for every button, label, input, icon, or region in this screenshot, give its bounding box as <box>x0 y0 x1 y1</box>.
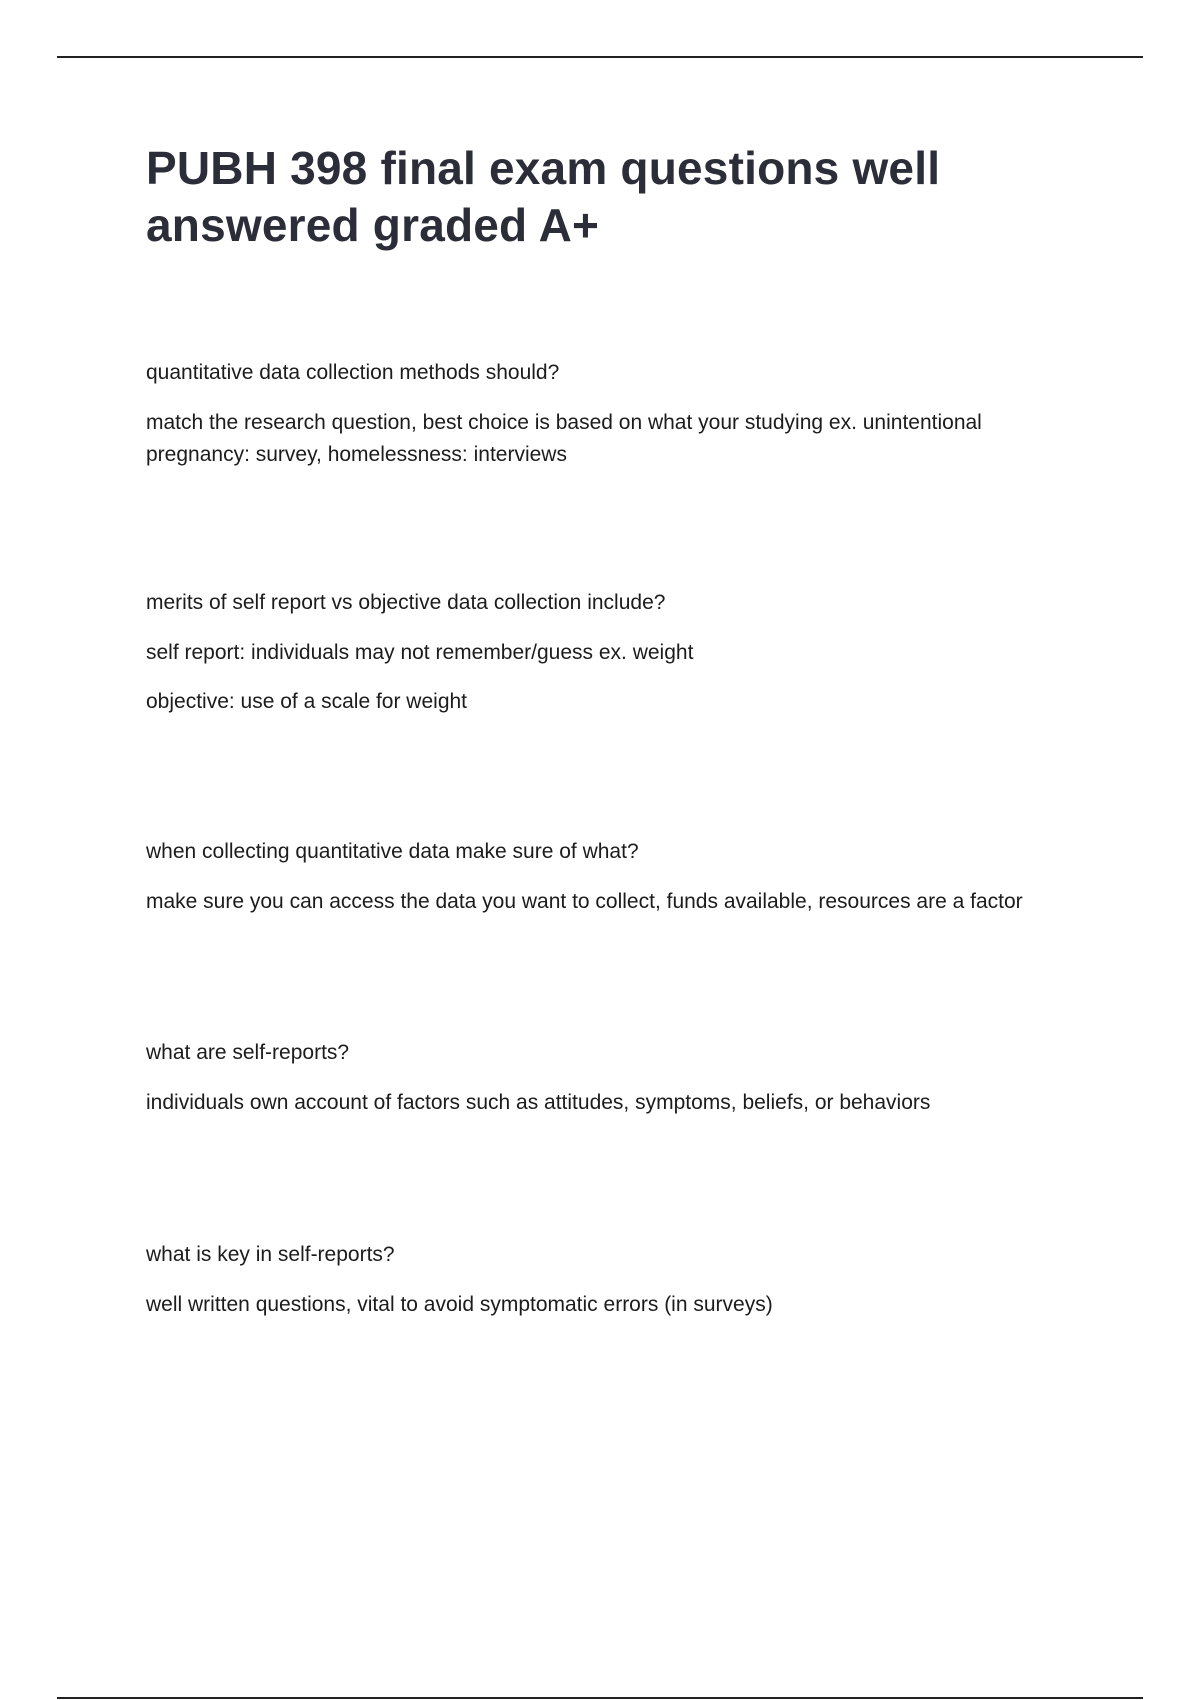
qa-item <box>146 1239 1086 1321</box>
document-title: PUBH 398 final exam questions well answered graded A+ <box>146 142 941 251</box>
answer-text: well written questions, vital to avoid symptomatic errors (in surveys) <box>146 1293 773 1316</box>
top-divider <box>57 56 1143 58</box>
question-text: what are self-reports? <box>146 1041 350 1064</box>
document-body <box>146 140 1086 1338</box>
qa-item <box>146 357 1086 471</box>
answer-text: make sure you can access the data you want to collect, funds available, resources are a factor <box>146 890 1023 913</box>
qa-item <box>146 1037 1086 1119</box>
answer-text: self report: individuals may not remember/guess ex. weight <box>146 641 694 664</box>
bottom-divider <box>57 1697 1143 1699</box>
answer-text: individuals own account of factors such as attitudes, symptoms, beliefs, or behaviors <box>146 1091 931 1114</box>
question-text: when collecting quantitative data make sure of what? <box>146 840 639 863</box>
question-text: merits of self report vs objective data collection include? <box>146 591 666 614</box>
question-text: quantitative data collection methods should? <box>146 361 560 384</box>
answer-text: match the research question, best choice is based on what your studying ex. unintentional pregnancy: survey, homelessness: interviews <box>146 411 982 466</box>
qa-item <box>146 587 1086 718</box>
qa-list <box>146 357 1086 1321</box>
question-text: what is key in self-reports? <box>146 1243 395 1266</box>
answer-text: objective: use of a scale for weight <box>146 690 468 713</box>
qa-item <box>146 836 1086 918</box>
